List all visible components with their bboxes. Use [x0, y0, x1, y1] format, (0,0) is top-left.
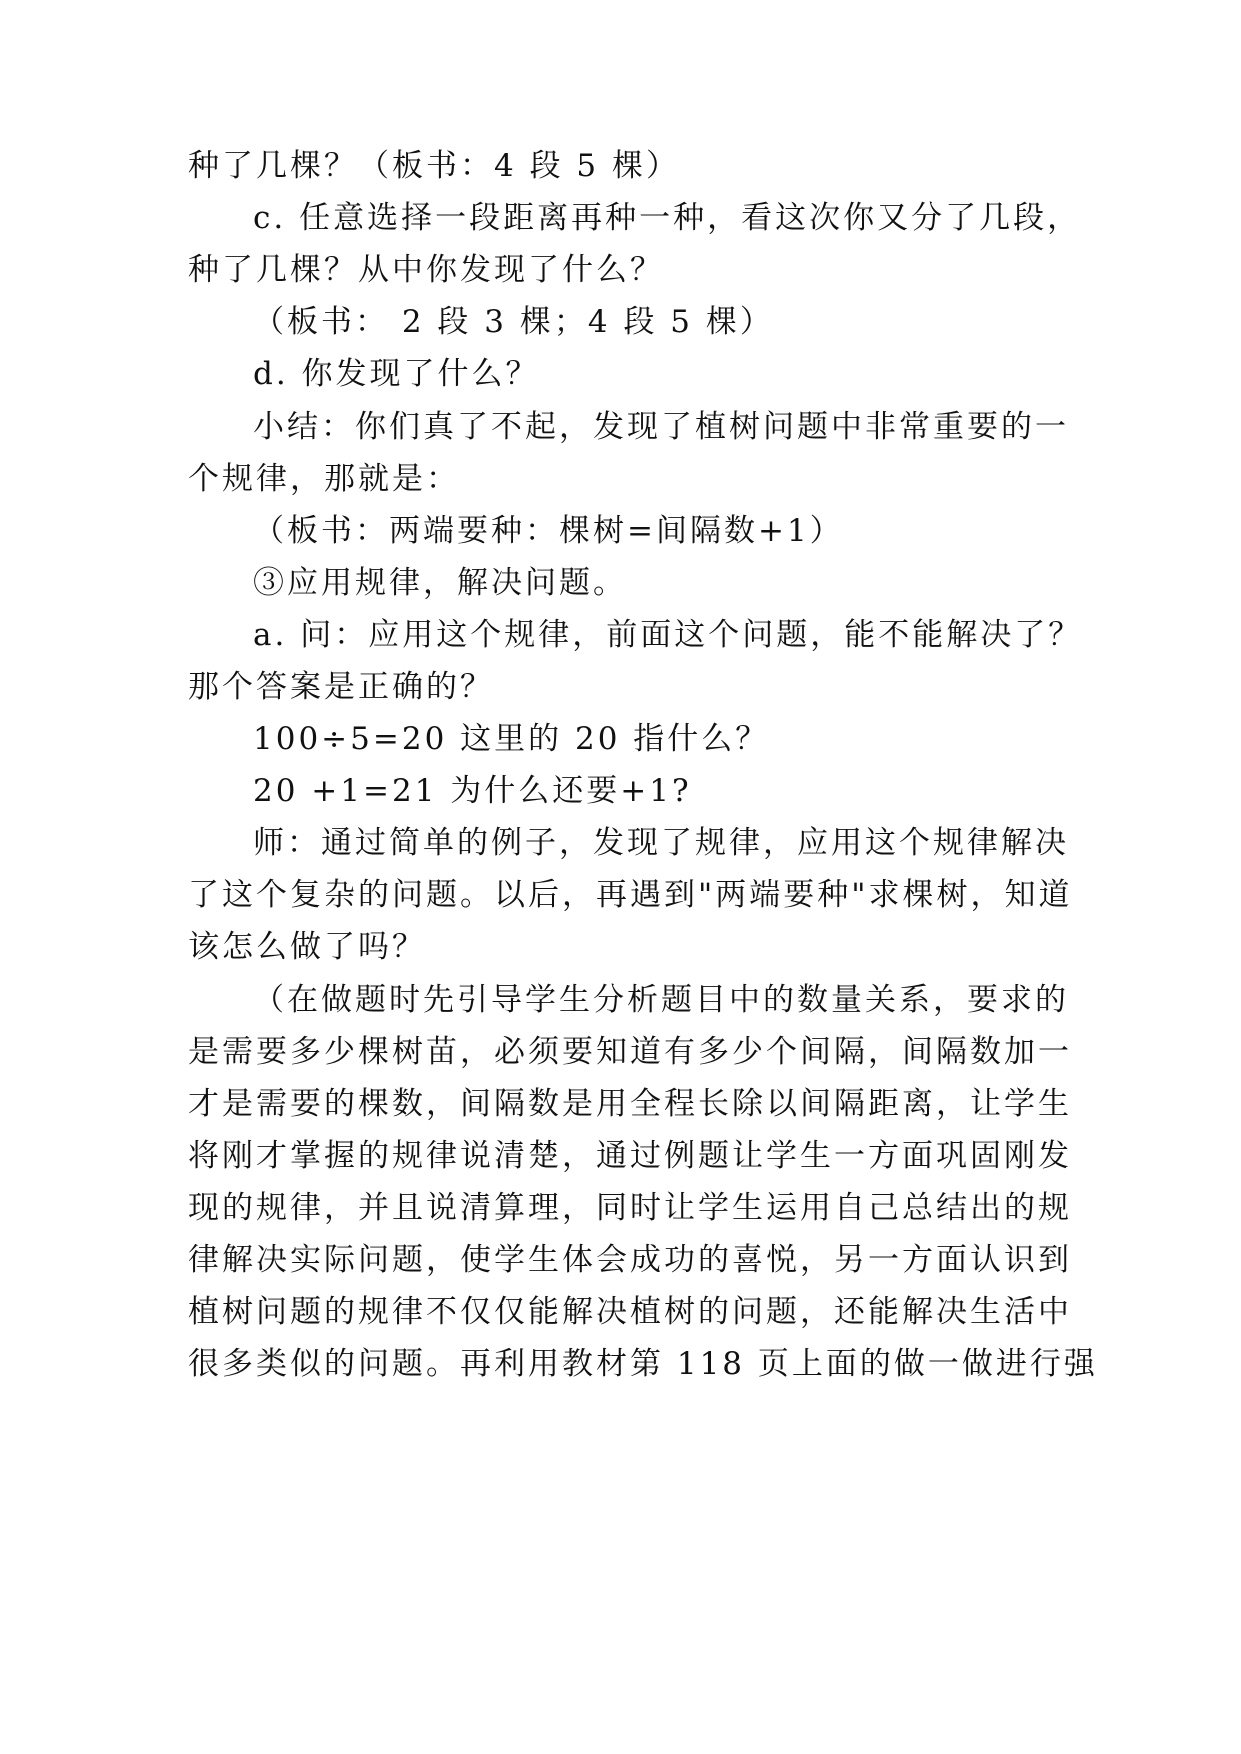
text-line: 20 +1=21 为什么还要+1?	[253, 773, 692, 809]
text-line: 才是需要的棵数，间隔数是用全程长除以间隔距离，让学生	[188, 1086, 1072, 1122]
text-line: 那个答案是正确的？	[188, 669, 494, 705]
text-line: c. 任意选择一段距离再种一种，看这次你又分了几段，	[253, 200, 1082, 236]
text-line: 很多类似的问题。再利用教材第 118 页上面的做一做进行强	[188, 1346, 1098, 1382]
text-line: 该怎么做了吗？	[188, 929, 426, 965]
text-line: 师：通过简单的例子，发现了规律，应用这个规律解决	[253, 825, 1069, 861]
text-line: 100÷5=20 这里的 20 指什么？	[253, 721, 770, 757]
text-line: 将刚才掌握的规律说清楚，通过例题让学生一方面巩固刚发	[188, 1138, 1072, 1174]
text-line: （板书： 2 段 3 棵；4 段 5 棵）	[253, 304, 774, 340]
text-line: 植树问题的规律不仅仅能解决植树的问题，还能解决生活中	[188, 1294, 1072, 1330]
text-line: （在做题时先引导学生分析题目中的数量关系，要求的	[253, 982, 1069, 1018]
text-line: 现的规律，并且说清算理，同时让学生运用自己总结出的规	[188, 1190, 1072, 1226]
text-line: 种了几棵？（板书：4 段 5 棵）	[188, 148, 681, 184]
text-line: （板书：两端要种：棵树=间隔数+1）	[253, 513, 844, 549]
text-line: 个规律，那就是：	[188, 461, 460, 497]
text-line: 小结：你们真了不起，发现了植树问题中非常重要的一	[253, 409, 1069, 445]
text-line: a. 问：应用这个规律，前面这个问题，能不能解决了？	[253, 617, 1083, 653]
text-line: 了这个复杂的问题。以后，再遇到"两端要种"求棵树，知道	[188, 877, 1073, 913]
text-line: 种了几棵？从中你发现了什么？	[188, 252, 664, 288]
text-line: 是需要多少棵树苗，必须要知道有多少个间隔，间隔数加一	[188, 1034, 1072, 1070]
text-line: d. 你发现了什么？	[253, 356, 540, 392]
text-line: ③应用规律，解决问题。	[253, 565, 627, 601]
text-line: 律解决实际问题，使学生体会成功的喜悦，另一方面认识到	[188, 1242, 1072, 1278]
